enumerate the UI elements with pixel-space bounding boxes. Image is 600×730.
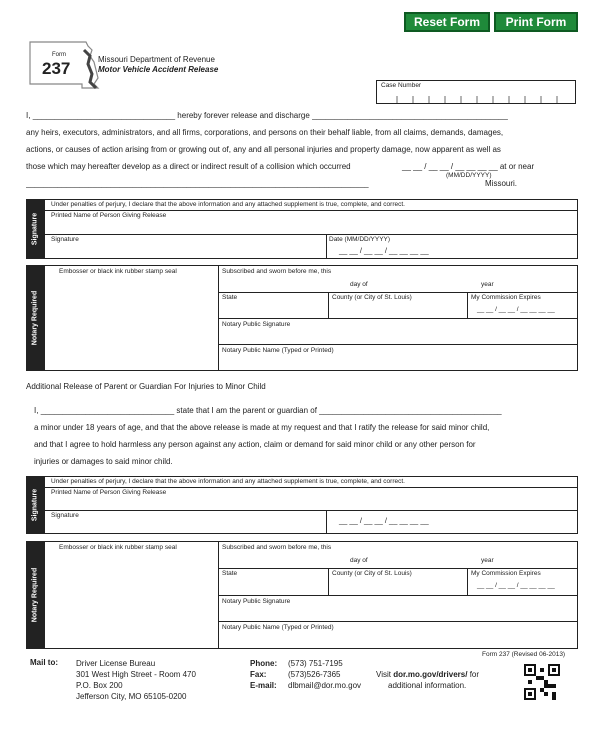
notary-block <box>44 265 578 371</box>
commission-label: My Commission Expires <box>471 294 541 301</box>
printed-name-field-2[interactable] <box>45 497 577 510</box>
perjury-statement: Under penalties of perjury, I declare that the above information and any attached supplement is true, complete, and correct. <box>51 201 405 208</box>
printed-name-label-2: Printed Name of Person Giving Release <box>51 489 167 496</box>
release-i: I, <box>26 111 31 120</box>
guardian-line-1 <box>34 402 582 419</box>
year-label-2: year <box>481 557 494 564</box>
mail-line-2: 301 West High Street - Room 470 <box>76 670 196 679</box>
subscribed-label-2: Subscribed and sworn before me, this <box>222 544 332 551</box>
perjury-statement-2: Under penalties of perjury, I declare that the above information and any attached supplement is true, complete, and correct. <box>51 478 405 485</box>
day-of-label-2: day of <box>350 557 368 564</box>
signature-date-field[interactable]: __ __ / __ __ / __ __ __ __ <box>339 246 429 255</box>
phone-label: Phone: <box>250 659 278 668</box>
mail-address <box>76 658 196 702</box>
collision-date-hint: (MM/DD/YYYY) <box>446 172 492 179</box>
signature-sidebar: Signature <box>26 199 44 259</box>
contact-labels <box>250 658 277 691</box>
signature-label-2: Signature <box>51 512 79 519</box>
guardian-i: I, <box>34 406 39 415</box>
signature-date-field-2[interactable]: __ __ / __ __ / __ __ __ __ <box>339 516 429 525</box>
visit-for-text: for <box>469 670 480 679</box>
notary-sidebar: Notary Required <box>26 265 44 371</box>
fax-label: Fax: <box>250 670 267 679</box>
page-title: Motor Vehicle Accident Release <box>98 65 219 74</box>
fax-value: (573)526-7365 <box>288 670 341 679</box>
subscribed-label: Subscribed and sworn before me, this <box>222 268 332 275</box>
visit-line-2: additional information. <box>388 681 467 690</box>
commission-label-2: My Commission Expires <box>471 570 541 577</box>
guardian-heading: Additional Release of Parent or Guardian For Injuries to Minor Child <box>26 382 266 391</box>
release-line-2: any heirs, executors, administrators, and all firms, corporations, and persons on their behalf liable, from all claims, demands, damages, <box>26 128 504 137</box>
printed-name-field[interactable] <box>45 220 577 234</box>
printed-name-label: Printed Name of Person Giving Release <box>51 212 167 219</box>
commission-date-field-2[interactable]: __ __ / __ __ / __ __ __ __ <box>477 582 555 589</box>
county-label-2: County (or City of St. Louis) <box>332 570 412 577</box>
mail-line-3: P.O. Box 200 <box>76 681 123 690</box>
notary-name-label: Notary Public Name (Typed or Printed) <box>222 347 334 354</box>
state-label-2: State <box>222 570 238 577</box>
notary-signature-label: Notary Public Signature <box>222 321 291 328</box>
notary-name-label-2: Notary Public Name (Typed or Printed) <box>222 624 334 631</box>
day-of-label: day of <box>350 281 368 288</box>
release-mid-text: hereby forever release and discharge <box>177 111 310 120</box>
form-label: Form <box>52 52 66 58</box>
release-line-4: those which may hereafter develop as a direct or indirect result of a collision which occurred <box>26 162 351 171</box>
releasee-name-field[interactable]: ____________________________________________ <box>312 111 508 120</box>
signature-block-2 <box>44 476 578 534</box>
notary-sidebar-2: Notary Required <box>26 541 44 649</box>
contact-values <box>288 658 361 691</box>
notary-block-2 <box>44 541 578 649</box>
signature-sidebar-2: Signature <box>26 476 44 534</box>
visit-line-1 <box>376 669 479 680</box>
missouri-text: Missouri. <box>485 179 518 188</box>
phone-value: (573) 751-7195 <box>288 659 343 668</box>
releasor-name-field[interactable]: ________________________________ <box>32 111 176 120</box>
county-label: County (or City of St. Louis) <box>332 294 412 301</box>
date-label: Date (MM/DD/YYYY) <box>329 236 391 243</box>
qr-code-icon <box>524 664 560 700</box>
embosser-label-2: Embosser or black ink rubber stamp seal <box>59 544 177 551</box>
embosser-label: Embosser or black ink rubber stamp seal <box>59 268 177 275</box>
email-link[interactable]: dlbmail@dor.mo.gov <box>288 681 362 690</box>
mail-line-4: Jefferson City, MO 65105-0200 <box>76 692 187 701</box>
case-number-ticks <box>377 94 575 104</box>
mail-to-label: Mail to: <box>30 658 58 667</box>
case-number-label: Case Number <box>381 82 422 89</box>
reset-form-button[interactable]: Reset Form <box>404 12 490 32</box>
guardian-line-2: a minor under 18 years of age, and that the above release is made at my request and that I ratify the release for said minor child, <box>34 423 490 432</box>
signature-field[interactable] <box>45 244 325 258</box>
release-line-1 <box>26 107 582 124</box>
release-line-3: actions, or causes of action arising from or growing out of, any and all personal injuries and property damage, now apparent as well as <box>26 145 501 154</box>
collision-date-field[interactable]: __ __ / __ __ / __ __ __ __ at or near <box>402 162 535 171</box>
form-number: 237 <box>42 59 71 78</box>
visit-text: Visit <box>376 670 391 679</box>
guardian-line-4: injuries or damages to said minor child. <box>34 457 173 466</box>
collision-location-field[interactable]: _____________________________________________________________________________ <box>26 179 369 188</box>
guardian-mid-text: state that I am the parent or guardian of <box>176 406 317 415</box>
email-label: E-mail: <box>250 681 277 690</box>
state-label: State <box>222 294 238 301</box>
guardian-line-3: and that I agree to hold harmless any person against any action, claim or demand for said minor child or any other person for <box>34 440 476 449</box>
signature-field-2[interactable] <box>45 520 325 533</box>
commission-date-field[interactable]: __ __ / __ __ / __ __ __ __ <box>477 306 555 313</box>
case-number-box[interactable] <box>376 80 576 104</box>
minor-name-field[interactable]: _________________________________________ <box>319 406 502 415</box>
print-form-button[interactable]: Print Form <box>494 12 578 32</box>
guardian-name-field[interactable]: ______________________________ <box>40 406 175 415</box>
agency-name: Missouri Department of Revenue <box>98 55 215 64</box>
notary-signature-label-2: Notary Public Signature <box>222 598 291 605</box>
form-revision: Form 237 (Revised 06-2013) <box>482 651 566 658</box>
signature-block <box>44 199 578 259</box>
signature-label: Signature <box>51 236 79 243</box>
website-link[interactable]: dor.mo.gov/drivers/ <box>393 670 468 679</box>
year-label: year <box>481 281 494 288</box>
mail-line-1: Driver License Bureau <box>76 659 156 668</box>
